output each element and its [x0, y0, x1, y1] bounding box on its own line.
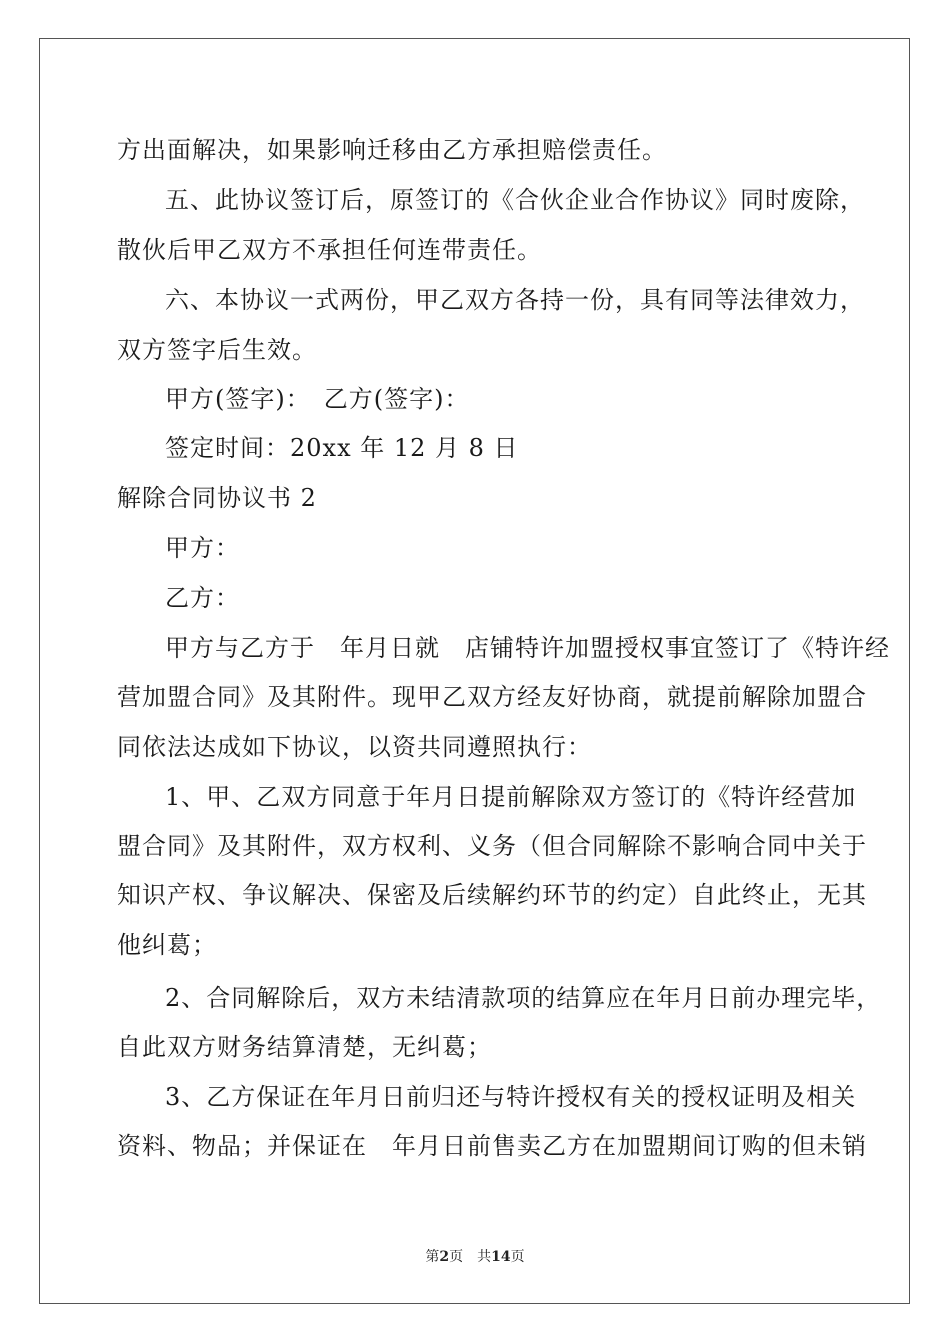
- text-line: 他纠葛；: [117, 931, 217, 959]
- text-line: 六、本协议一式两份，甲乙双方各持一份，具有同等法律效力，: [165, 286, 865, 314]
- page-footer: [0, 1248, 950, 1266]
- clause-2: 2、合同解除后，双方未结清款项的结算应在年月日前办理完毕，: [165, 984, 882, 1012]
- text-line: 同依法达成如下协议，以资共同遵照执行：: [117, 733, 592, 761]
- clause-3: 3、乙方保证在年月日前归还与特许授权有关的授权证明及相关: [165, 1083, 857, 1111]
- section-title: 解除合同协议书 2: [117, 484, 317, 512]
- text-line: 资料、物品；并保证在 年月日前售卖乙方在加盟期间订购的但未销: [117, 1132, 867, 1160]
- text-line: 五、此协议签订后，原签订的《合伙企业合作协议》同时废除，: [165, 186, 865, 214]
- text-line: 盟合同》及其附件，双方权利、义务（但合同解除不影响合同中关于: [117, 832, 867, 860]
- clause-1: 1、甲、乙双方同意于年月日提前解除双方签订的《特许经营加: [165, 783, 857, 811]
- text-line: 散伙后甲乙双方不承担任何连带责任。: [117, 236, 542, 264]
- signing-date: 签定时间：20xx 年 12 月 8 日: [165, 434, 519, 462]
- page-border: [39, 38, 910, 1304]
- text-line: 双方签字后生效。: [117, 336, 317, 364]
- page-suffix: 页: [449, 1249, 464, 1265]
- page-number: 2: [439, 1249, 450, 1265]
- text-line: 营加盟合同》及其附件。现甲乙双方经友好协商，就提前解除加盟合: [117, 683, 867, 711]
- total-suffix: 页: [510, 1249, 525, 1265]
- total-prefix: 共: [477, 1249, 492, 1265]
- party-b-label: 乙方：: [165, 584, 240, 612]
- total-pages: 14: [491, 1249, 511, 1265]
- text-line: 甲方与乙方于 年月日就 店铺特许加盟授权事宜签订了《特许经: [165, 634, 890, 662]
- text-line: 自此双方财务结算清楚，无纠葛；: [117, 1033, 492, 1061]
- page-prefix: 第: [425, 1249, 440, 1265]
- text-line: 方出面解决，如果影响迁移由乙方承担赔偿责任。: [117, 136, 667, 164]
- party-a-label: 甲方：: [165, 534, 240, 562]
- signature-line: 甲方(签字)： 乙方(签字)：: [165, 385, 470, 413]
- text-line: 知识产权、争议解决、保密及后续解约环节的约定）自此终止，无其: [117, 881, 867, 909]
